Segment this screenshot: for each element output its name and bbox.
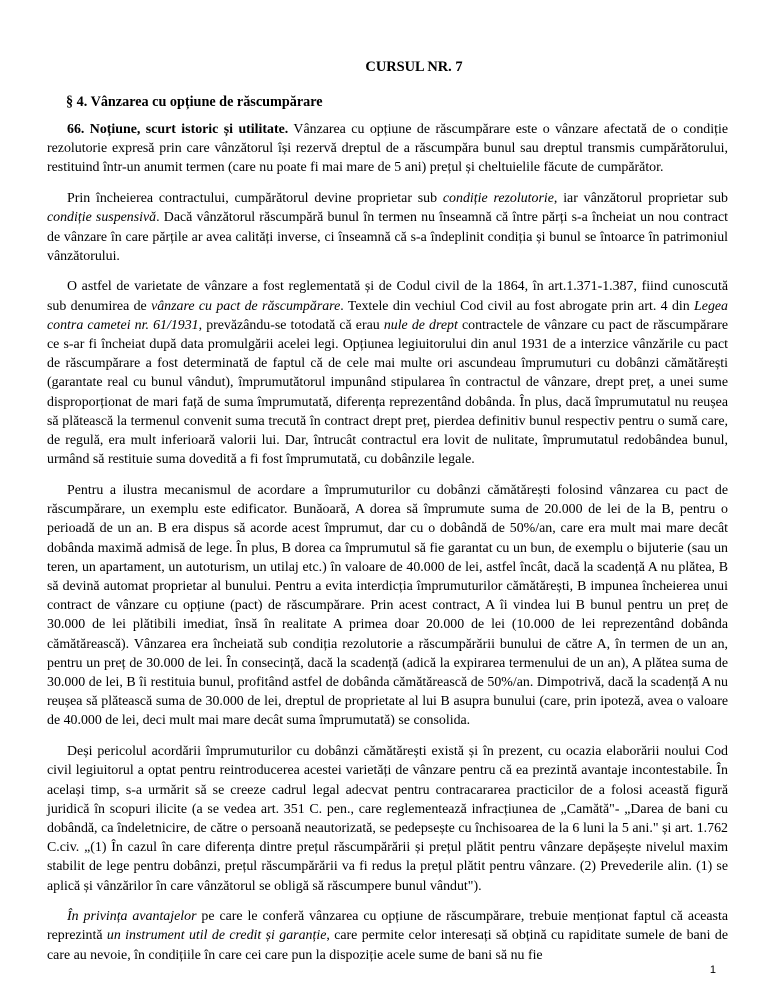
italic-term: nule de drept xyxy=(383,317,458,333)
italic-term: vânzare cu pact de răscumpărare xyxy=(151,298,341,314)
paragraph-text: Vânzarea cu opțiune de răscumpărare este o vânzare afectată de o condiție rezolutorie expresă prin care vânzătorul își rezervă dreptul de a răscumpăra bunul sau dreptul transmis cumpărătorului, restituind într-un anumit termen (care nu poate fi mai mare de 5 ani) prețul și cheltuielile făcute de cumpărător. xyxy=(47,122,728,176)
text-segment: , iar vânzătorul proprietar sub xyxy=(553,191,728,207)
italic-term: un instrument util de credit și garanție xyxy=(106,928,327,944)
text-segment: . Textele din vechiul Cod civil au fost abrogate prin art. 4 din xyxy=(340,298,695,314)
page-number: 1 xyxy=(709,964,716,976)
section-heading xyxy=(66,94,323,111)
italic-term: condiție rezolutorie xyxy=(442,191,554,207)
page-title: CURSUL NR. 7 xyxy=(365,59,463,75)
italic-term: În privința avantajelor xyxy=(67,909,197,925)
text-segment: O astfel de varietate de vânzare a fost reglementată și de Codul civil de la 1864, în art.1.371-1.387, fiind cunoscută sub denumirea de xyxy=(47,279,728,314)
text-segment: , prevăzându-se totodată că erau xyxy=(198,317,384,333)
paragraph-4: Pentru a ilustra mecanismul de acordare a împrumuturilor cu dobânzi cămătărești folosind vânzarea cu pact de răscumpărare, un exemplu este edificator. Bunăoară, A dorea să împrumute suma de 20.000 de lei de la B, pentru o perioadă de un an. B era dispus să acorde acest împrumut, dar cu o dobândă de 50%/an, care era mult mai mare decât dobânda maximă admisă de lege. În plus, B dorea ca împrumutul să fie garantat cu un bun, de exemplu o bijuterie (sau un teren, un apartament, un autoturism, un utilaj etc.) în valoare de 40.000 de lei, astfel încât, dacă la scadență A nu plătea, B să devină automat proprietar al bunului. Pentru a evita interdicția împrumuturilor cămătărești, B impunea încheierea unui contract de vânzare cu opțiune (pact) de răscumpărare. Prin acest contract, A îi vindea lui B bunul pentru un preț de 30.000 de lei plătibili imediat, însă în realitate A primea doar 20.000 de lei (10.000 de lei reprezentând dobânda cămătărească). Vânzarea era încheiată sub condiția rezolutorie a răscumpărării bunului de către A, în termen de un an, pentru un preț de 30.000 de lei. În consecință, dacă la scadență (adică la expirarea termenului de un an), A plătea suma de 30.000 de lei, B îi restituia bunul, profitând astfel de dobânda cămătărească de 50%/an. Dimpotrivă, dacă la scadență A nu reușea să plătească suma de 30.000 de lei, dreptul de proprietate al lui B asupra bunului (care, prin ipoteză, avea o valoare de 40.000 de lei, deci mult mai mare decât suma împrumutată) se consolida. xyxy=(47,482,728,729)
text-segment: Prin încheierea contractului, cumpărătorul devine proprietar sub xyxy=(67,191,443,207)
paragraph-6 xyxy=(47,907,728,965)
italic-term: Legea contra cametei nr. 61/1931 xyxy=(47,298,728,333)
paragraph-heading: 66. Noțiune, scurt istoric și utilitate. xyxy=(67,122,289,137)
paragraph-66 xyxy=(47,120,728,178)
italic-term: condiție suspensivă xyxy=(47,210,157,226)
paragraph-3 xyxy=(47,277,728,469)
section-heading-text: § 4. Vânzarea cu opțiune de răscumpărare xyxy=(66,94,323,110)
text-segment: pe care le conferă vânzarea cu opțiune de răscumpărare, trebuie menționat faptul că aceasta reprezintă xyxy=(47,909,728,944)
document-body xyxy=(47,120,728,976)
text-segment: . Dacă vânzătorul răscumpără bunul în termen nu înseamnă că între părți s-a încheiat un nou contract de vânzare în care părțile ar avea calități inverse, ci înseamnă că s-a îndeplinit condiția și bunul se întoarce în patrimoniul vânzătorului. xyxy=(47,210,728,264)
paragraph-2 xyxy=(47,189,728,266)
paragraph-5: Deși pericolul acordării împrumuturilor cu dobânzi cămătărești există și în prezent, cu ocazia elaborării noului Cod civil legiuitorul a optat pentru reintroducerea acestei varietăți de vânzare pentru că ea prezintă avantaje incontestabile. În același timp, s-a urmărit să se creeze cadrul legal adecvat pentru contracararea practicilor de a folosi această figură juridică în scopuri ilicite (a se vedea art. 351 C. pen., care reglementează infracțiunea de „Camătă"- „Darea de bani cu dobândă, ca îndeletnicire, de către o persoană neautorizată, se pedepsește cu închisoarea de la 6 luni la 5 ani." și art. 1.762 C.civ. „(1) În cazul în care diferența dintre prețul răscumpărării și prețul plătit pentru vânzare depășește nivelul maxim stabilit de lege pentru dobânzi, prețul răscumpărării va fi redus la prețul plătit pentru vânzare. (2) Prevederile alin. (1) se aplică și vânzărilor în care vânzătorul se obligă să răscumpere bunul vândut"). xyxy=(47,744,728,894)
text-segment: contractele de vânzare cu pact de răscumpărare ce s-ar fi încheiat după data promulgării acelei legi. Opțiunea legiuitorului din anul 1931 de a interzice vânzările cu pact de răscumpărare a fost determinată de faptul că de cele mai multe ori ascundeau împrumuturi cu dobânzi cămătărești (garantate real cu bunul vândut), împrumutătorul impunând stipularea în contractul de vânzare, drept preț, a unei sume disproporționat de mari față de suma împrumutată, diferența reprezentând dobânda. În plus, dacă împrumutatul nu reușea să plătească la termenul convenit suma trecută în contract drept preț, pierdea definitiv bunul respectiv pentru o sumă care, de regulă, era mult inferioară valorii lui. Dar, întrucât contractul era lovit de nulitate, împrumutatul redobândea bunul, urmând să restituie suma dovedită a fi fost împrumutată, cu dobânzile legale. xyxy=(47,317,728,468)
text-segment: , care permite celor interesați să obțină cu rapiditate sumele de bani de care au nevoie, în condițiile în care cei care pun la dispoziție acele sume de bani să nu fie xyxy=(47,928,728,963)
